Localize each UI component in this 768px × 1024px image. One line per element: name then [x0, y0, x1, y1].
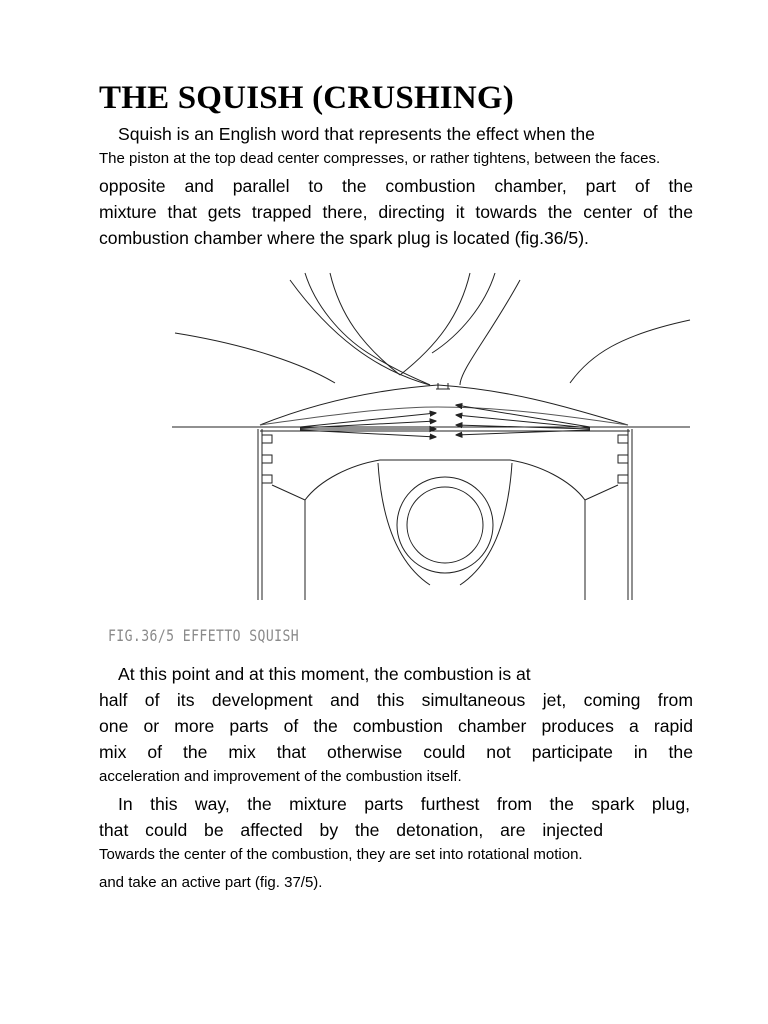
paragraph-1-line-5: combustion chamber where the spark plug is located (fig.36/5). [99, 228, 589, 248]
paragraph-3-line-2: that could be affected by the detonation, are injected [99, 820, 603, 840]
page-title: THE SQUISH (CRUSHING) [99, 80, 514, 116]
connecting-rod [378, 463, 512, 585]
piston-ring-grooves [262, 435, 628, 483]
paragraph-2-line-4: mix of the mix that otherwise could not participate in the [99, 742, 693, 762]
paragraph-3-line-3: Towards the center of the combustion, they are set into rotational motion. [99, 846, 583, 863]
paragraph-1-line-1: Squish is an English word that represents the effect when the [118, 124, 595, 144]
valve-outline-right [400, 273, 690, 385]
cylinder-walls [258, 429, 632, 600]
paragraph-3-line-4: and take an active part (fig. 37/5). [99, 874, 323, 891]
paragraph-2-line-3: one or more parts of the combustion chamber produces a rapid [99, 716, 693, 736]
squish-diagram [100, 265, 700, 610]
piston-body [272, 460, 618, 500]
paragraph-1-line-4: mixture that gets trapped there, directing it towards the center of the [99, 202, 693, 222]
valve-outline-left [175, 273, 430, 385]
paragraph-1-line-2: The piston at the top dead center compresses, or rather tightens, between the faces. [99, 150, 661, 167]
paragraph-3-line-1: In this way, the mixture parts furthest from the spark plug, [118, 794, 690, 814]
paragraph-2-line-1: At this point and at this moment, the combustion is at [118, 664, 531, 684]
paragraph-2-line-2: half of its development and this simultaneous jet, coming from [99, 690, 693, 710]
paragraph-1-line-3: opposite and parallel to the combustion chamber, part of the [99, 176, 693, 196]
chamber-roof [260, 385, 628, 425]
paragraph-2-line-5: acceleration and improvement of the combustion itself. [99, 768, 462, 785]
figure-caption: FIG.36/5 EFFETTO SQUISH [108, 626, 300, 645]
wrist-pin [397, 477, 493, 573]
